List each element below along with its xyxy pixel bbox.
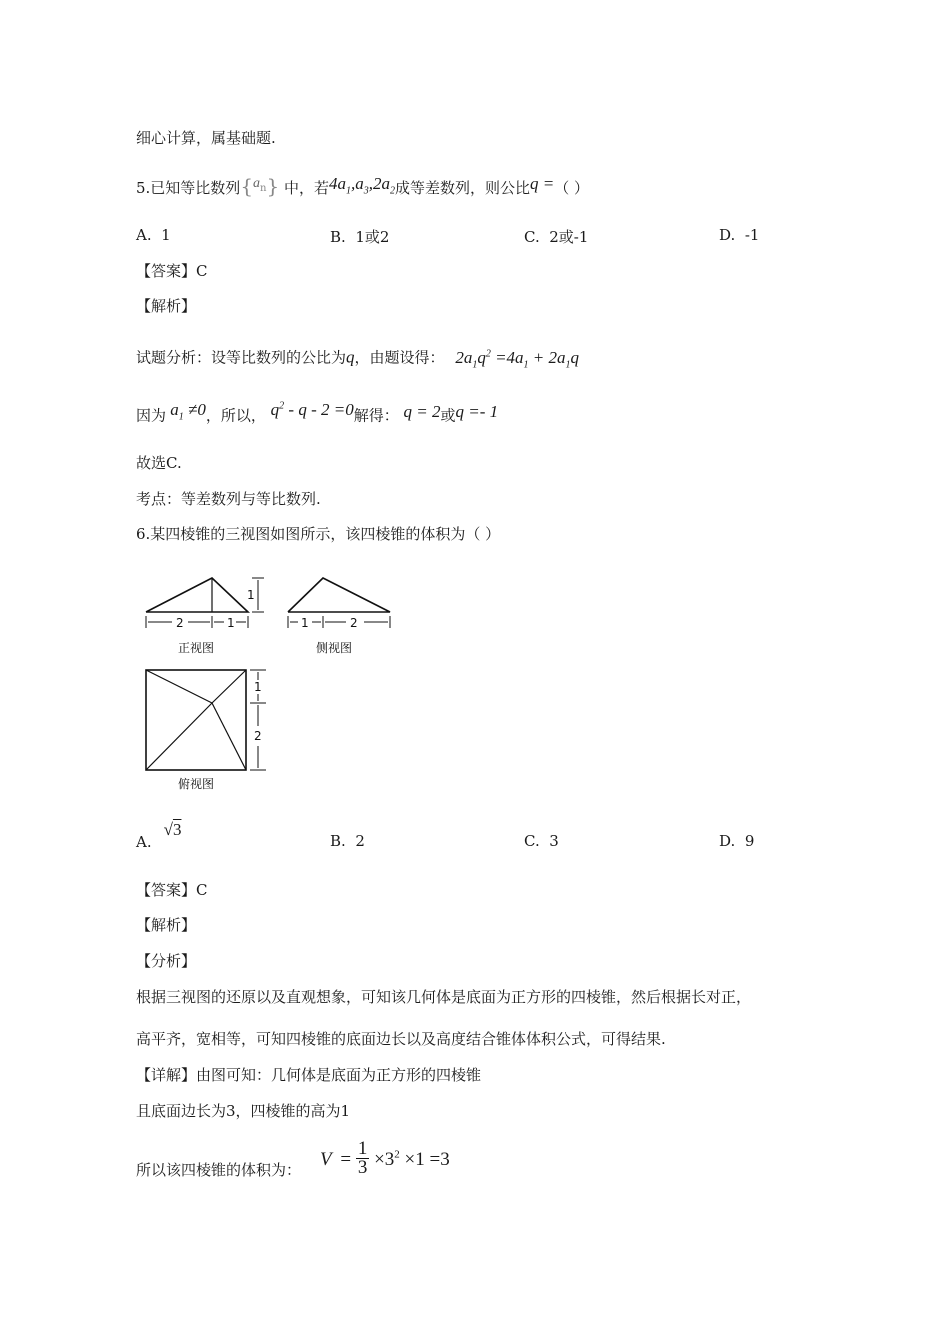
- q6-option-d: [719, 832, 754, 850]
- q6-option-b: [330, 832, 365, 850]
- q6-option-d-value: 9: [744, 832, 755, 850]
- q6-option-a-value: 3: [172, 820, 182, 839]
- q6-detail-line2: 且底面边长为3，四棱锥的高为1: [136, 1102, 351, 1120]
- q5-option-d: [719, 226, 759, 244]
- q6-answer: 【答案】C: [136, 881, 208, 899]
- q6-fenxi-title: 【分析】: [136, 952, 197, 970]
- front-width-dim-1: 1: [227, 616, 235, 630]
- q4-tail-text: 细心计算，属基础题.: [136, 129, 276, 147]
- q5-quadratic: $q^2 - q - 2 =0$: [270, 399, 354, 419]
- q5-option-c-value: 2或-1: [549, 228, 589, 246]
- q6-detail-volume-text: 所以该四棱锥的体积为：: [136, 1161, 302, 1179]
- q5-option-c: [524, 226, 588, 247]
- q5-or: 或: [440, 406, 456, 425]
- q6-option-b-label: B.: [330, 832, 346, 850]
- q5-root-neg1: q =- 1: [455, 401, 499, 421]
- q5-option-d-label: D.: [719, 226, 736, 244]
- side-view-triangle: [288, 578, 390, 612]
- q5-analysis-line1: [136, 344, 579, 375]
- side-width-dim-2: 2: [350, 616, 358, 630]
- q6-option-c-value: 3: [549, 832, 559, 850]
- q5-answer: 【答案】C: [136, 262, 208, 280]
- q5-stem-a: 5.已知等比数列: [136, 179, 241, 197]
- q6-detail-line1: [136, 1065, 481, 1085]
- q5-seq-brace: {: [240, 174, 254, 198]
- top-dim-2: 2: [254, 729, 262, 743]
- q5-choose: 故选C.: [136, 454, 182, 472]
- q5-seq-sub: n: [260, 183, 267, 194]
- q6-fenxi-line2: 高平齐，宽相等，可知四棱锥的底面边长以及高度结合锥体体积公式，可得结果.: [136, 1030, 666, 1048]
- q5-because: 因为: [136, 406, 167, 425]
- q5-seq-a: a: [253, 176, 261, 191]
- q6-detail-title: 【详解】: [136, 1066, 197, 1084]
- q5-option-b-label: B.: [330, 228, 346, 246]
- q5-stem-b: 中，若: [284, 179, 330, 197]
- q6-stem: 6.某四棱锥的三视图如图所示，该四棱锥的体积为（ ）: [136, 525, 501, 543]
- q5-stem: [136, 176, 589, 205]
- q5-terms: $4a_1,a_3,2a_2$: [329, 174, 396, 197]
- q6-detail-line3: [136, 1160, 301, 1180]
- q6-sqrt: √3: [163, 820, 182, 839]
- q5-root-2: q = 2: [403, 401, 441, 421]
- q6-option-d-label: D.: [719, 832, 736, 850]
- q5-q-eq: q =: [530, 174, 555, 193]
- q5-analysis-text: 试题分析：设等比数列的公比为: [136, 348, 347, 367]
- side-width-dim-1: 1: [301, 616, 309, 630]
- q5-equation: $2a_1q^2 =4a_1 + 2a_1q$: [455, 347, 580, 371]
- q5-option-b-value: 1或2: [355, 228, 390, 246]
- q5-a1-neq0: $a_1 \ne 0$: [166, 399, 206, 423]
- volume-fraction: $\frac{1}{3}$: [357, 1138, 368, 1178]
- three-view-figure: [136, 570, 416, 800]
- q6-option-c: [524, 832, 559, 850]
- q6-detail-text: 由图可知：几何体是底面为正方形的四棱锥: [196, 1066, 482, 1084]
- q5-q-var: q: [346, 347, 355, 367]
- q5-analysis-line2: [136, 399, 499, 433]
- q5-stem-c: 成等差数列，则公比: [395, 179, 531, 197]
- q5-solve: 解得：: [353, 406, 399, 425]
- volume-formula: V = $\frac{1}{3}$ $\times 3^2 \times 1 =3$: [320, 1138, 450, 1178]
- top-dim-1: 1: [254, 680, 262, 694]
- front-view-label: 正视图: [178, 641, 215, 655]
- q5-option-a-label: A.: [136, 226, 152, 244]
- q6-option-b-value: 2: [355, 832, 365, 850]
- side-view-label: 侧视图: [316, 641, 353, 655]
- q6-analysis-title: 【解析】: [136, 916, 197, 934]
- q5-option-a: [136, 226, 171, 244]
- q5-option-a-value: 1: [161, 226, 171, 244]
- q5-analysis-text-b: ，由题设得：: [354, 348, 445, 367]
- q5-kaodian: 考点：等差数列与等比数列.: [136, 490, 321, 508]
- q6-option-a-label: A.: [136, 833, 152, 851]
- front-width-dim-2: 2: [176, 616, 184, 630]
- q5-so: ，所以，: [205, 406, 266, 425]
- q5-seq-brace-close: }: [266, 174, 280, 198]
- front-view-triangle: [146, 578, 248, 612]
- q5-term-4a1: 4a: [329, 174, 347, 193]
- q5-option-c-label: C.: [524, 228, 540, 246]
- q5-option-d-value: -1: [744, 226, 760, 244]
- top-view-label: 俯视图: [178, 777, 215, 791]
- front-height-dim: 1: [247, 588, 255, 602]
- q5-analysis-title: 【解析】: [136, 297, 197, 315]
- q6-option-c-label: C.: [524, 832, 540, 850]
- q5-option-b: [330, 226, 389, 247]
- q5-stem-end: （ ）: [554, 179, 590, 197]
- q6-option-a: [136, 820, 182, 852]
- q6-fenxi-line1: 根据三视图的还原以及直观想象，可知该几何体是底面为正方形的四棱锥，然后根据长对正，: [136, 988, 752, 1006]
